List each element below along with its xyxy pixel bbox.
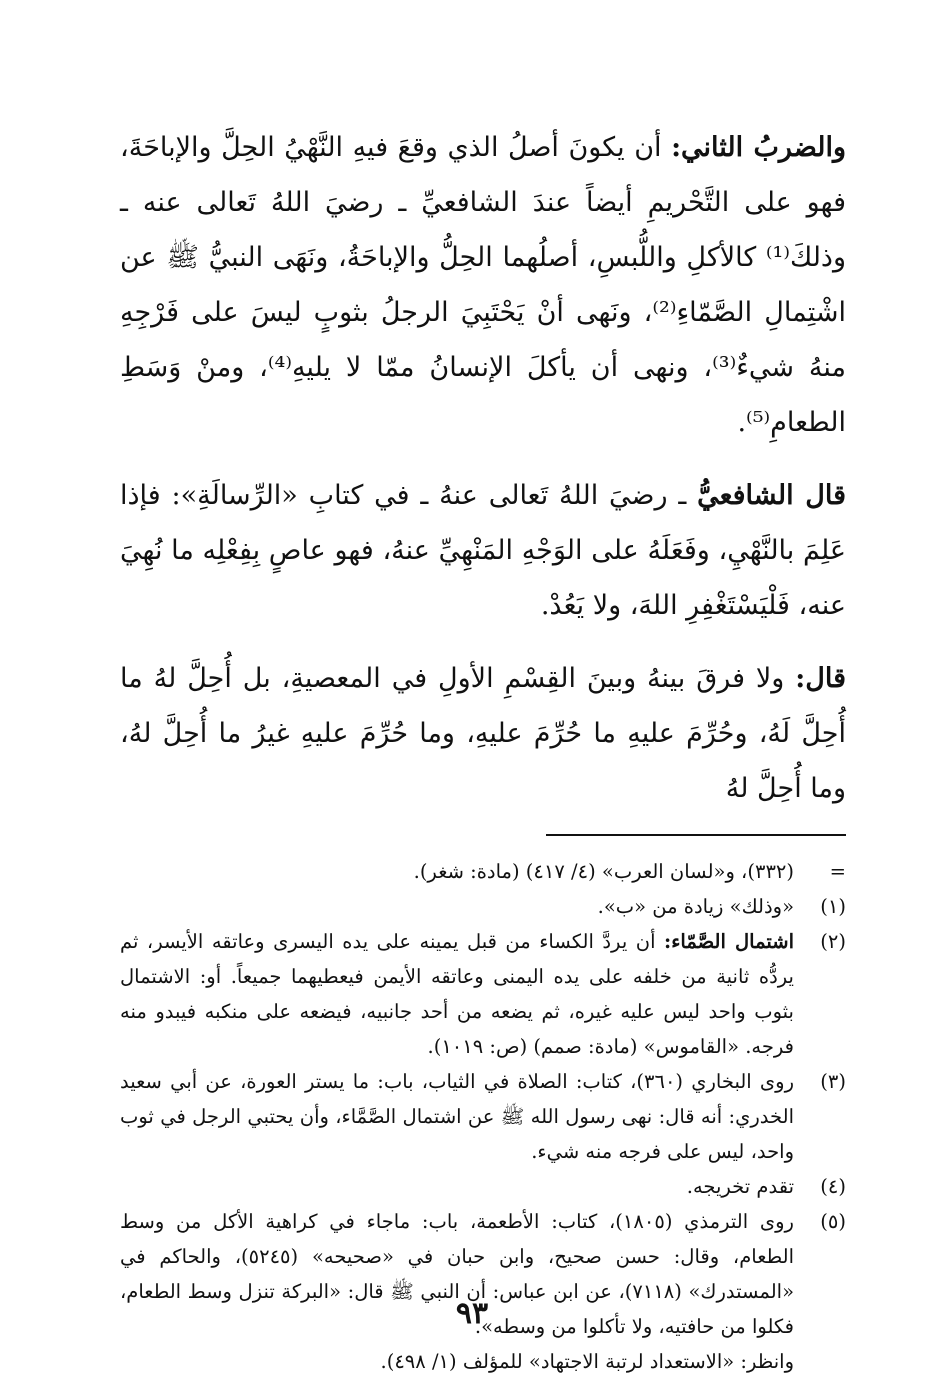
footnote-marker (794, 1344, 846, 1379)
paragraph-lead: والضربُ الثاني: (671, 132, 846, 163)
footnote (120, 1064, 846, 1169)
footnote-body (120, 1064, 794, 1169)
footnote (120, 1169, 846, 1204)
footnote-body (120, 854, 794, 889)
footnote (120, 854, 846, 889)
page-number: ٩٣ (455, 1296, 489, 1331)
footnote-body (120, 1169, 794, 1204)
paragraph-1 (120, 120, 846, 450)
footnote-term: اشتمال الصَّمّاء: (664, 930, 794, 953)
footnote-text: روى الترمذي (١٨٠٥)، كتاب: الأطعمة، باب: ماجاء في كراهية الأكل من وسط الطعام، وقال: حسن صحيح، وابن حبان في «صحيحه» (٥٢٤٥)، والحاكم في «المستدرك» (٧١١٨)، عن ابن عباس: أن النبي ﷺ قال: «البركة تنزل وسط الطعام، فكلوا من حافتيه، ولا تأكلوا من وسطه». (120, 1210, 794, 1338)
footnote-text: روى البخاري (٣٦٠)، كتاب: الصلاة في الثياب، باب: ما يستر العورة، عن أبي سعيد الخدري: أنه قال: نهى رسول الله ﷺ عن اشتمال الصَّمَّاء، وأن يحتبي الرجل في ثوب واحد، ليس على فرجه منه شيء. (120, 1070, 794, 1163)
main-text (120, 120, 846, 816)
footnote-body (120, 1344, 794, 1379)
footnote-body (120, 924, 794, 1064)
footnote-marker: (٤) (820, 1175, 846, 1198)
paragraph-text: ـ رضيَ اللهُ تَعالى عنهُ ـ في كتابِ «الرِّسالَةِ»: فإذا عَلِمَ بالنَّهْيِ، وفَعَلَهُ على الوَجْهِ المَنْهِيِّ عنهُ، فهو عاصٍ بِفِعْلِه ما نُهِيَ عنه، فَلْيَسْتَغْفِرِ اللهَ، ولا يَعُدْ. (120, 480, 846, 621)
book-page (120, 120, 847, 1373)
paragraph-text: أن يكونَ أصلُ الذي وقعَ فيهِ النَّهْيُ الحِلَّ والإباحَةَ، فهو على التَّحْريمِ أيضاً عندَ الشافعيِّ ـ رضيَ اللهُ تَعالى عنه ـ وذلكَ⁽¹⁾ كالأكلِ واللُّبسِ، أصلُهما الحِلُّ والإباحَةُ، ونَهَى النبيُّ ﷺ عن اشْتِمالِ الصَّمّاءِ⁽²⁾، ونَهى أنْ يَحْتَبِيَ الرجلُ بثوبٍ ليسَ على فَرْجِهِ منهُ شيءٌ⁽³⁾، ونهى أن يأكلَ الإنسانُ ممّا لا يليهِ⁽⁴⁾، ومنْ وَسَطِ الطعامِ⁽⁵⁾. (120, 132, 847, 438)
paragraph-3 (120, 651, 846, 816)
footnote (120, 924, 846, 1064)
footnote-text: تقدم تخريجه. (686, 1175, 794, 1198)
footnote-marker: (٣) (820, 1070, 846, 1093)
paragraph-text: ولا فرقَ بينهُ وبينَ القِسْمِ الأولِ في المعصيةِ، بل أُحِلَّ لهُ ما أُحِلَّ لَهُ، وحُرِّمَ عليهِ ما حُرِّمَ عليهِ، وما حُرِّمَ عليهِ غيرُ ما أُحِلَّ لهُ، وما أُحِلَّ لهُ (120, 663, 846, 804)
paragraph-2 (120, 468, 846, 633)
paragraph-lead: قال: (795, 663, 846, 694)
footnote (120, 1344, 846, 1379)
footnote-marker: (١) (820, 895, 846, 918)
footnote-text: أن يردَّ الكساء من قبل يمينه على يده اليسرى وعاتقه الأيسر، ثم يردُّه ثانية من خلفه على يده اليمنى وعاتقه الأيمن فيعطيهما جميعاً. أو: الاشتمال بثوب واحد ليس عليه غيره، ثم يضعه من أحد جانبيه، فيضعه على منكبه فيبدو منه فرجه. «القاموس» (مادة: صمم) (ص: ١٠١٩). (120, 930, 794, 1058)
footnote-marker: = (829, 860, 846, 883)
paragraph-lead: قال الشافعيُّ (697, 480, 846, 511)
footnote-body (120, 889, 794, 924)
footnote-marker: (٥) (820, 1210, 846, 1233)
footnote-text: (٣٣٢)، و«لسان العرب» (٤/ ٤١٧) (مادة: شغر). (413, 860, 794, 883)
footnote (120, 889, 846, 924)
footnote-text: «وذلك» زيادة من «ب». (597, 895, 794, 918)
footnote-separator (546, 834, 846, 836)
footnote-marker: (٢) (820, 930, 846, 953)
footnote-text: وانظر: «الاستعداد لرتبة الاجتهاد» للمؤلف (١/ ٤٩٨). (380, 1350, 794, 1373)
